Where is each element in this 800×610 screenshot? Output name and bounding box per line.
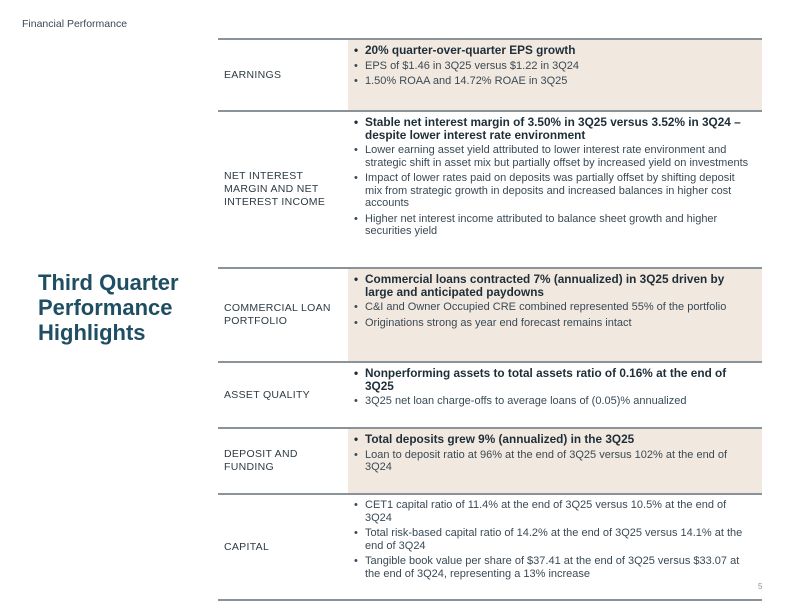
- row-details: [348, 40, 762, 110]
- bullet-list: [354, 499, 754, 580]
- table-row: [218, 112, 762, 269]
- row-category: ASSET QUALITY: [224, 388, 310, 401]
- key-highlight-bullet: • Commercial loans contracted 7% (annualized) in 3Q25 driven by large and anticipated paydowns: [354, 273, 754, 298]
- detail-bullet: • 3Q25 net loan charge-offs to average loans of (0.05)% annualized: [354, 395, 754, 408]
- slide-title: Third Quarter Performance Highlights: [38, 270, 179, 345]
- highlights-table: [218, 38, 762, 601]
- bullet-list: [354, 116, 754, 238]
- detail-bullet: • Originations strong as year end forecast remains intact: [354, 317, 754, 330]
- key-highlight-bullet: • Stable net interest margin of 3.50% in 3Q25 versus 3.52% in 3Q24 – despite lower interest rate environment: [354, 116, 754, 141]
- section-label: Financial Performance: [22, 18, 128, 30]
- key-highlight-bullet: • Total deposits grew 9% (annualized) in the 3Q25: [354, 433, 754, 446]
- table-row: [218, 363, 762, 429]
- row-details: [348, 269, 762, 361]
- table-row: [218, 429, 762, 495]
- detail-bullet: • EPS of $1.46 in 3Q25 versus $1.22 in 3Q24: [354, 60, 754, 73]
- detail-bullet: • CET1 capital ratio of 11.4% at the end of 3Q25 versus 10.5% at the end of 3Q24: [354, 499, 754, 524]
- table-row: [218, 40, 762, 112]
- bullet-list: [354, 273, 754, 329]
- page-number: 5: [758, 582, 763, 591]
- table-row: [218, 269, 762, 363]
- detail-bullet: • C&I and Owner Occupied CRE combined represented 55% of the portfolio: [354, 301, 754, 314]
- row-category: COMMERCIAL LOAN PORTFOLIO: [224, 302, 331, 327]
- detail-bullet: • Lower earning asset yield attributed to lower interest rate environment and strategic shift in asset mix but partially offset by increased yield on investments: [354, 144, 754, 169]
- detail-bullet: • Impact of lower rates paid on deposits was partially offset by shifting deposit mix from strategic growth in deposits and increased balances in higher cost accounts: [354, 172, 754, 210]
- key-highlight-bullet: • 20% quarter-over-quarter EPS growth: [354, 44, 754, 57]
- bullet-list: [354, 44, 754, 88]
- bullet-list: [354, 433, 754, 474]
- row-category: DEPOSIT AND FUNDING: [224, 448, 298, 473]
- bullet-list: [354, 367, 754, 408]
- detail-bullet: • Total risk-based capital ratio of 14.2% at the end of 3Q25 versus 14.1% at the end of 3Q24: [354, 527, 754, 552]
- row-details: [348, 495, 762, 599]
- row-details: [348, 429, 762, 493]
- row-details: [348, 363, 762, 427]
- row-category: NET INTEREST MARGIN AND NET INTEREST INCOME: [224, 170, 326, 208]
- key-highlight-bullet: • Nonperforming assets to total assets ratio of 0.16% at the end of 3Q25: [354, 367, 754, 392]
- detail-bullet: • Loan to deposit ratio at 96% at the end of 3Q25 versus 102% at the end of 3Q24: [354, 449, 754, 474]
- row-category: EARNINGS: [224, 68, 282, 81]
- detail-bullet: • Tangible book value per share of $37.41 at the end of 3Q25 versus $33.07 at the end of 3Q24, representing a 13% increase: [354, 555, 754, 580]
- table-row: [218, 495, 762, 601]
- detail-bullet: • 1.50% ROAA and 14.72% ROAE in 3Q25: [354, 75, 754, 88]
- detail-bullet: • Higher net interest income attributed to balance sheet growth and higher securities yield: [354, 213, 754, 238]
- row-details: [348, 112, 762, 267]
- row-category: CAPITAL: [224, 540, 270, 553]
